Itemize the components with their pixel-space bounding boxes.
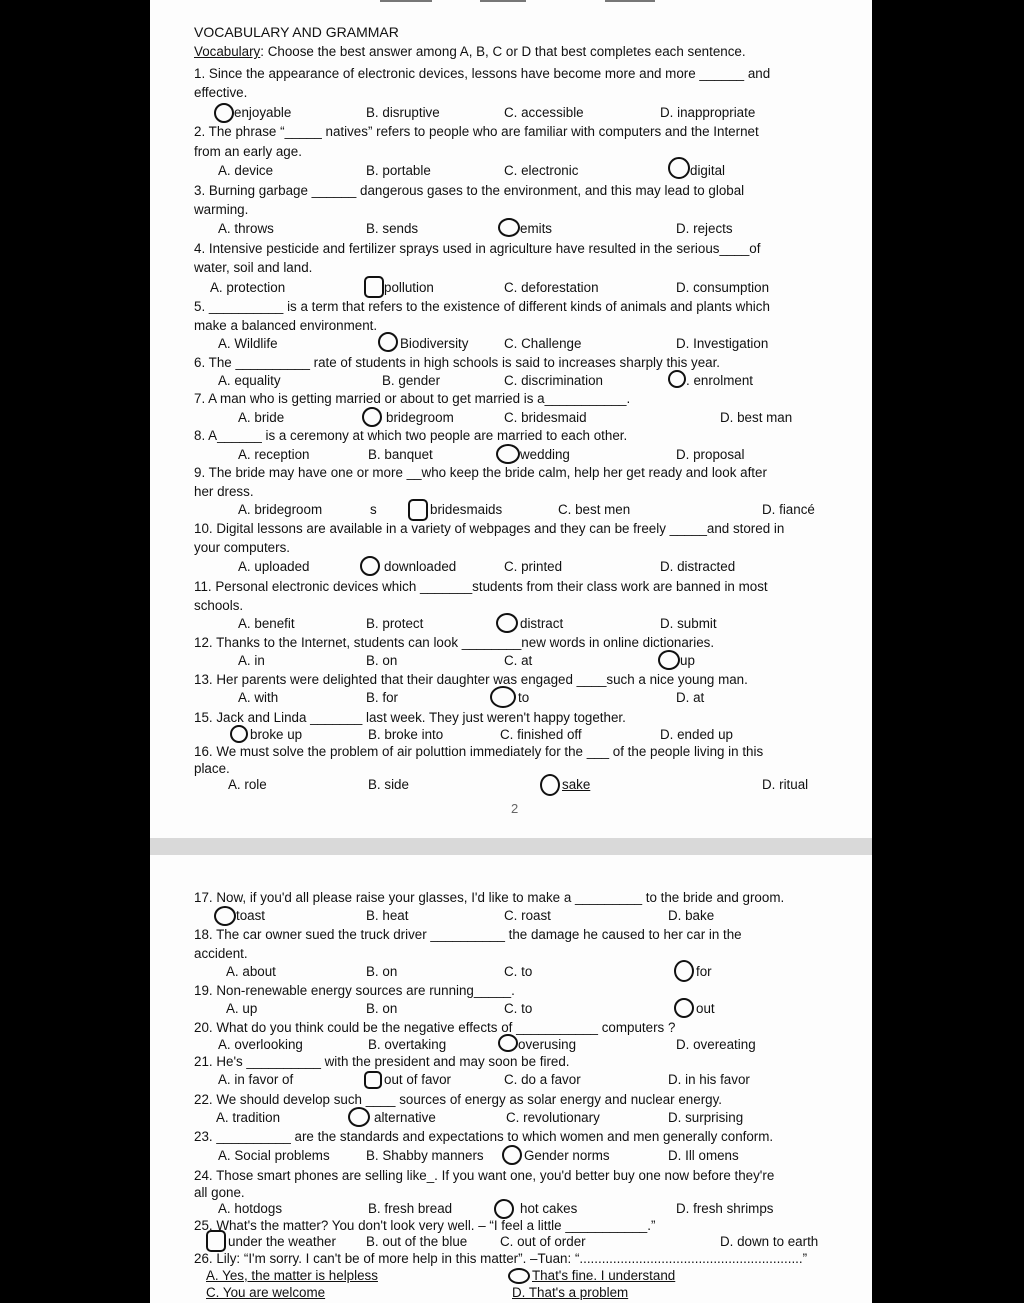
option-d: D. Investigation bbox=[676, 336, 769, 351]
option-c: C. printed bbox=[504, 559, 563, 574]
question-4-cont: water, soil and land. bbox=[194, 260, 313, 275]
question-11-cont: schools. bbox=[194, 598, 244, 613]
answer-circle bbox=[364, 276, 384, 298]
option-a: toast bbox=[236, 908, 266, 923]
option-a: under the weather bbox=[228, 1234, 336, 1249]
question-24-cont: all gone. bbox=[194, 1185, 245, 1200]
option-a: A. equality bbox=[218, 373, 281, 388]
question-9-cont: her dress. bbox=[194, 484, 254, 499]
option-b: B. protect bbox=[366, 616, 424, 631]
answer-circle bbox=[362, 407, 382, 427]
question-7: 7. A man who is getting married or about to get married is a___________. bbox=[194, 391, 631, 406]
question-16: 16. We must solve the problem of air poluttion immediately for the ___ of the people living in this bbox=[194, 744, 764, 759]
option-c: C. to bbox=[504, 1001, 533, 1016]
question-22: 22. We should develop such ____ sources of energy as solar energy and nuclear energy. bbox=[194, 1092, 723, 1107]
option-b: B. portable bbox=[366, 163, 431, 178]
answer-circle bbox=[540, 774, 560, 796]
option-a: A. bride bbox=[238, 410, 285, 425]
answer-circle bbox=[658, 650, 680, 670]
answer-circle bbox=[494, 1199, 514, 1219]
option-d: D. fiancé bbox=[762, 502, 815, 517]
option-a: A. Social problems bbox=[218, 1148, 330, 1163]
question-6: 6. The __________ rate of students in high schools is said to increases sharply this year. bbox=[194, 355, 721, 370]
question-2-cont: from an early age. bbox=[194, 144, 302, 159]
option-c: C. Challenge bbox=[504, 336, 582, 351]
option-d: D. in his favor bbox=[668, 1072, 750, 1087]
option-a: A. reception bbox=[238, 447, 310, 462]
option-d: for bbox=[696, 964, 712, 979]
option-b: B. on bbox=[366, 653, 398, 668]
option-b: out of favor bbox=[384, 1072, 451, 1087]
option-a: enjoyable bbox=[234, 105, 292, 120]
option-d: D. best man bbox=[720, 410, 793, 425]
option-c: C. accessible bbox=[504, 105, 584, 120]
option-b: B. overtaking bbox=[368, 1037, 447, 1052]
option-b: B. banquet bbox=[368, 447, 433, 462]
option-b: pollution bbox=[384, 280, 434, 295]
question-18-cont: accident. bbox=[194, 946, 248, 961]
option-c: emits bbox=[520, 221, 552, 236]
question-23: 23. __________ are the standards and expectations to which women and men generally conform. bbox=[194, 1129, 774, 1144]
option-c: distract bbox=[520, 616, 564, 631]
option-a: A. hotdogs bbox=[218, 1201, 283, 1216]
option-c: C. out of order bbox=[500, 1234, 586, 1249]
answer-circle bbox=[674, 960, 694, 982]
option-c: C. finished off bbox=[500, 727, 582, 742]
option-a: A. benefit bbox=[238, 616, 295, 631]
question-5: 5. __________ is a term that refers to the existence of different kinds of animals and plants which bbox=[194, 299, 770, 314]
question-25: 25. What's the matter? You don't look very well. – “I feel a little ___________.” bbox=[194, 1218, 656, 1233]
answer-circle bbox=[668, 157, 690, 179]
question-5-cont: make a balanced environment. bbox=[194, 318, 378, 333]
question-9: 9. The bride may have one or more __who keep the bride calm, help her get ready and look after bbox=[194, 465, 767, 480]
option-d: D. consumption bbox=[676, 280, 770, 295]
option-d: D. That's a problem bbox=[512, 1285, 629, 1300]
option-d: D. Ill omens bbox=[668, 1148, 739, 1163]
option-c: C. best men bbox=[558, 502, 631, 517]
option-a: A. with bbox=[238, 690, 279, 705]
option-d: digital bbox=[690, 163, 725, 178]
answer-circle bbox=[674, 998, 694, 1018]
answer-circle bbox=[230, 725, 248, 743]
option-d: out bbox=[696, 1001, 715, 1016]
option-d: D. at bbox=[676, 690, 705, 705]
answer-circle bbox=[206, 1230, 226, 1252]
question-10-cont: your computers. bbox=[194, 540, 291, 555]
option-a: A. in bbox=[238, 653, 265, 668]
option-c: hot cakes bbox=[520, 1201, 578, 1216]
option-c: C. You are welcome bbox=[206, 1285, 326, 1300]
worksheet-page-2 bbox=[150, 855, 872, 1303]
option-d: D. overeating bbox=[676, 1037, 756, 1052]
option-b: B. on bbox=[366, 1001, 398, 1016]
option-c: C. roast bbox=[504, 908, 551, 923]
option-d: D. submit bbox=[660, 616, 717, 631]
option-a: A. Yes, the matter is helpless bbox=[206, 1268, 378, 1283]
option-d: D. ritual bbox=[762, 777, 809, 792]
option-d: D. ended up bbox=[660, 727, 733, 742]
answer-circle bbox=[214, 906, 236, 926]
option-d: D. surprising bbox=[668, 1110, 744, 1125]
answer-circle bbox=[668, 370, 686, 388]
question-2: 2. The phrase “_____ natives” refers to people who are familiar with computers and the Internet bbox=[194, 124, 759, 139]
option-c: Gender norms bbox=[524, 1148, 610, 1163]
answer-circle bbox=[498, 1034, 518, 1052]
option-a: A. uploaded bbox=[238, 559, 310, 574]
question-1-cont: effective. bbox=[194, 85, 248, 100]
question-8: 8. A______ is a ceremony at which two people are married to each other. bbox=[194, 428, 628, 443]
answer-circle bbox=[498, 218, 520, 237]
question-16-cont: place. bbox=[194, 761, 230, 776]
question-19: 19. Non-renewable energy sources are running_____. bbox=[194, 983, 515, 998]
option-d: D. fresh shrimps bbox=[676, 1201, 774, 1216]
option-b: B. gender bbox=[382, 373, 441, 388]
option-d: D. bake bbox=[668, 908, 715, 923]
option-b: Biodiversity bbox=[400, 336, 469, 351]
option-b: B. disruptive bbox=[366, 105, 440, 120]
answer-circle bbox=[364, 1071, 382, 1089]
question-10: 10. Digital lessons are available in a variety of webpages and they can be freely _____and stored in bbox=[194, 521, 785, 536]
question-20: 20. What do you think could be the negative effects of ___________ computers ? bbox=[194, 1020, 676, 1035]
stray-letter: s bbox=[370, 502, 377, 517]
question-3-cont: warming. bbox=[194, 202, 249, 217]
option-c: C. revolutionary bbox=[506, 1110, 600, 1125]
option-b: B. Shabby manners bbox=[366, 1148, 484, 1163]
option-b: B. fresh bread bbox=[368, 1201, 453, 1216]
question-4: 4. Intensive pesticide and fertilizer sprays used in agriculture have resulted in the serious____of bbox=[194, 241, 761, 256]
option-a: A. throws bbox=[218, 221, 274, 236]
option-c: C. at bbox=[504, 653, 533, 668]
option-c: C. bridesmaid bbox=[504, 410, 587, 425]
question-21: 21. He's __________ with the president and may soon be fired. bbox=[194, 1054, 570, 1069]
option-d: D. inappropriate bbox=[660, 105, 756, 120]
answer-circle bbox=[508, 1268, 530, 1284]
question-24: 24. Those smart phones are selling like_. If you want one, you'd better buy one now before they're bbox=[194, 1168, 775, 1183]
option-a: A. up bbox=[226, 1001, 258, 1016]
answer-circle bbox=[360, 556, 380, 576]
option-a: A. overlooking bbox=[218, 1037, 303, 1052]
answer-circle bbox=[496, 613, 518, 633]
option-b: downloaded bbox=[384, 559, 457, 574]
answer-circle bbox=[348, 1107, 370, 1127]
answer-circle bbox=[214, 103, 234, 123]
option-c: C. discrimination bbox=[504, 373, 603, 388]
option-c: to bbox=[518, 690, 530, 705]
answer-circle bbox=[490, 686, 516, 708]
question-15: 15. Jack and Linda _______ last week. They just weren't happy together. bbox=[194, 710, 626, 725]
option-c: C. to bbox=[504, 964, 533, 979]
answer-circle bbox=[378, 332, 398, 352]
option-a: A. tradition bbox=[216, 1110, 281, 1125]
option-d: D. proposal bbox=[676, 447, 745, 462]
option-d: . enrolment bbox=[686, 373, 753, 388]
option-b: B. sends bbox=[366, 221, 419, 236]
option-b: B. out of the blue bbox=[366, 1234, 468, 1249]
option-a: A. bridegroom bbox=[238, 502, 323, 517]
question-12: 12. Thanks to the Internet, students can look ________new words in online dictionaries. bbox=[194, 635, 715, 650]
answer-circle bbox=[502, 1145, 522, 1165]
option-c: C. electronic bbox=[504, 163, 579, 178]
question-18: 18. The car owner sued the truck driver __________ the damage he caused to her car in the bbox=[194, 927, 742, 942]
option-a: A. in favor of bbox=[218, 1072, 294, 1087]
page-separator bbox=[150, 838, 872, 855]
cropped-header-marks bbox=[150, 0, 872, 4]
option-d: up bbox=[680, 653, 695, 668]
option-b: B. side bbox=[368, 777, 409, 792]
option-b: alternative bbox=[374, 1110, 436, 1125]
option-b: B. for bbox=[366, 690, 398, 705]
option-a: A. Wildlife bbox=[218, 336, 278, 351]
option-b: bridegroom bbox=[386, 410, 454, 425]
question-1: 1. Since the appearance of electronic devices, lessons have become more and more ______ and bbox=[194, 66, 771, 81]
question-3: 3. Burning garbage ______ dangerous gases to the environment, and this may lead to global bbox=[194, 183, 745, 198]
question-17: 17. Now, if you'd all please raise your glasses, I'd like to make a _________ to the bride and groom. bbox=[194, 890, 785, 905]
option-d: D. rejects bbox=[676, 221, 733, 236]
option-a: A. role bbox=[228, 777, 267, 792]
question-26: 26. Lily: “I'm sorry. I can't be of more help in this matter”. –Tuan: “............................................................” bbox=[194, 1251, 808, 1266]
answer-circle bbox=[496, 444, 520, 464]
instruction: Vocabulary: Choose the best answer among A, B, C or D that best completes each sentence. bbox=[194, 44, 746, 59]
option-a: A. about bbox=[226, 964, 276, 979]
option-c: C. deforestation bbox=[504, 280, 599, 295]
option-b: B. on bbox=[366, 964, 398, 979]
option-c: wedding bbox=[520, 447, 570, 462]
worksheet-page-1 bbox=[150, 0, 872, 838]
option-a: A. protection bbox=[210, 280, 286, 295]
option-c: C. do a favor bbox=[504, 1072, 581, 1087]
option-b: B. heat bbox=[366, 908, 409, 923]
question-13: 13. Her parents were delighted that their daughter was engaged ____such a nice young man. bbox=[194, 672, 748, 687]
option-b: That's fine. I understand bbox=[532, 1268, 676, 1283]
option-a: A. device bbox=[218, 163, 274, 178]
option-b: bridesmaids bbox=[430, 502, 503, 517]
answer-circle bbox=[408, 499, 428, 521]
option-b: B. broke into bbox=[368, 727, 444, 742]
option-c: overusing bbox=[518, 1037, 577, 1052]
option-d: D. down to earth bbox=[720, 1234, 819, 1249]
question-11: 11. Personal electronic devices which _______students from their class work are banned in most bbox=[194, 579, 768, 594]
section-title: VOCABULARY AND GRAMMAR bbox=[194, 24, 399, 40]
option-a: broke up bbox=[250, 727, 303, 742]
option-d: D. distracted bbox=[660, 559, 736, 574]
option-c: sake bbox=[562, 777, 591, 792]
page-number: 2 bbox=[511, 801, 519, 816]
